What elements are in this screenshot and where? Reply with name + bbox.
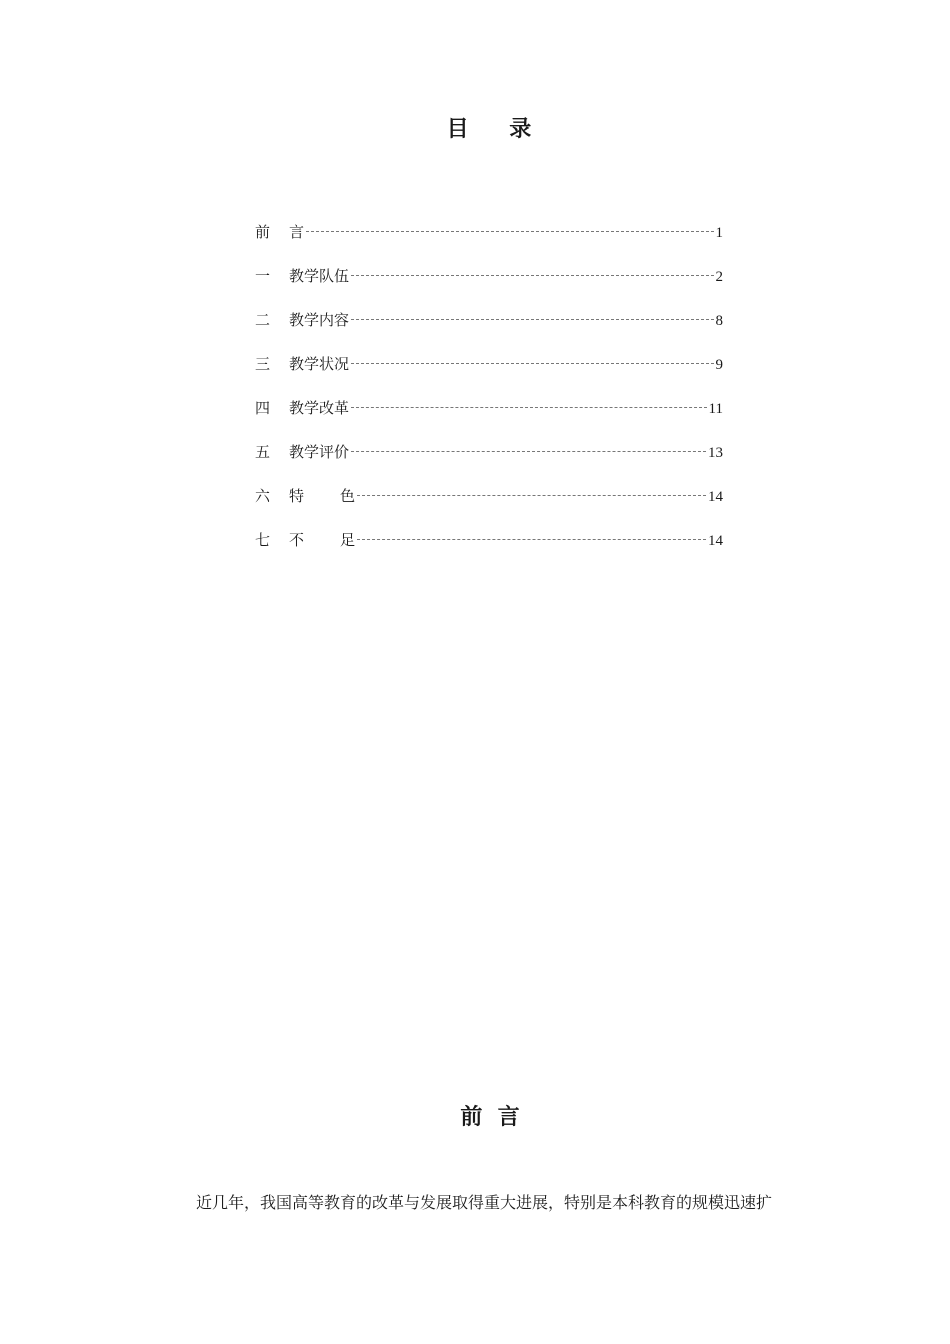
toc-dot-leader xyxy=(351,407,707,408)
toc-item-label: 教学内容 xyxy=(289,311,350,329)
toc-item-page: 2 xyxy=(715,269,723,285)
toc-item-teaching-content[interactable] xyxy=(255,308,723,352)
toc-item-number: 五 xyxy=(255,443,271,461)
toc-item-label-part: 足 xyxy=(339,531,355,549)
toc-dot-leader xyxy=(351,319,713,320)
toc-list xyxy=(255,220,723,572)
toc-item-label: 教学改革 xyxy=(289,399,350,417)
toc-item-page: 1 xyxy=(715,225,723,241)
preface-title: 前 言 xyxy=(460,1105,520,1130)
toc-item-number: 四 xyxy=(255,399,271,417)
toc-dot-leader xyxy=(351,275,713,276)
toc-item-label: 教学评价 xyxy=(289,443,350,461)
toc-dot-leader xyxy=(357,539,706,540)
toc-dot-leader xyxy=(357,495,706,496)
toc-item-number: 一 xyxy=(255,267,271,285)
toc-item-label: 言 xyxy=(289,223,305,241)
toc-item-features[interactable] xyxy=(255,484,723,528)
toc-item-label: 教学状况 xyxy=(289,355,350,373)
toc-dot-leader xyxy=(306,231,713,232)
toc-item-label-part: 不 xyxy=(289,531,305,549)
toc-item-number: 七 xyxy=(255,531,271,549)
toc-item-number: 二 xyxy=(255,311,271,329)
preface-paragraph: 近几年，我国高等教育的改革与发展取得重大进展，特别是本科教育的规模迅速扩 xyxy=(196,1193,773,1212)
toc-item-page: 11 xyxy=(708,401,723,417)
toc-item-number: 六 xyxy=(255,487,271,505)
toc-dot-leader xyxy=(351,363,713,364)
toc-item-teaching-evaluation[interactable] xyxy=(255,440,723,484)
toc-item-page: 13 xyxy=(708,445,723,461)
toc-item-label-part: 特 xyxy=(289,487,305,505)
toc-title: 目 录 xyxy=(446,117,534,142)
toc-item-page: 8 xyxy=(715,313,723,329)
toc-item-teaching-reform[interactable] xyxy=(255,396,723,440)
toc-item-page: 9 xyxy=(715,357,723,373)
toc-item-preface[interactable] xyxy=(255,220,723,264)
toc-item-shortcomings[interactable] xyxy=(255,528,723,572)
toc-item-label xyxy=(289,484,355,508)
toc-dot-leader xyxy=(351,451,706,452)
toc-item-number: 前 xyxy=(255,223,271,241)
toc-item-label: 教学队伍 xyxy=(289,267,350,285)
toc-item-teaching-team[interactable] xyxy=(255,264,723,308)
toc-item-page: 14 xyxy=(708,533,723,549)
toc-item-label-part: 色 xyxy=(339,487,355,505)
toc-item-page: 14 xyxy=(708,489,723,505)
toc-item-label xyxy=(289,528,355,552)
toc-item-number: 三 xyxy=(255,355,271,373)
toc-item-teaching-status[interactable] xyxy=(255,352,723,396)
